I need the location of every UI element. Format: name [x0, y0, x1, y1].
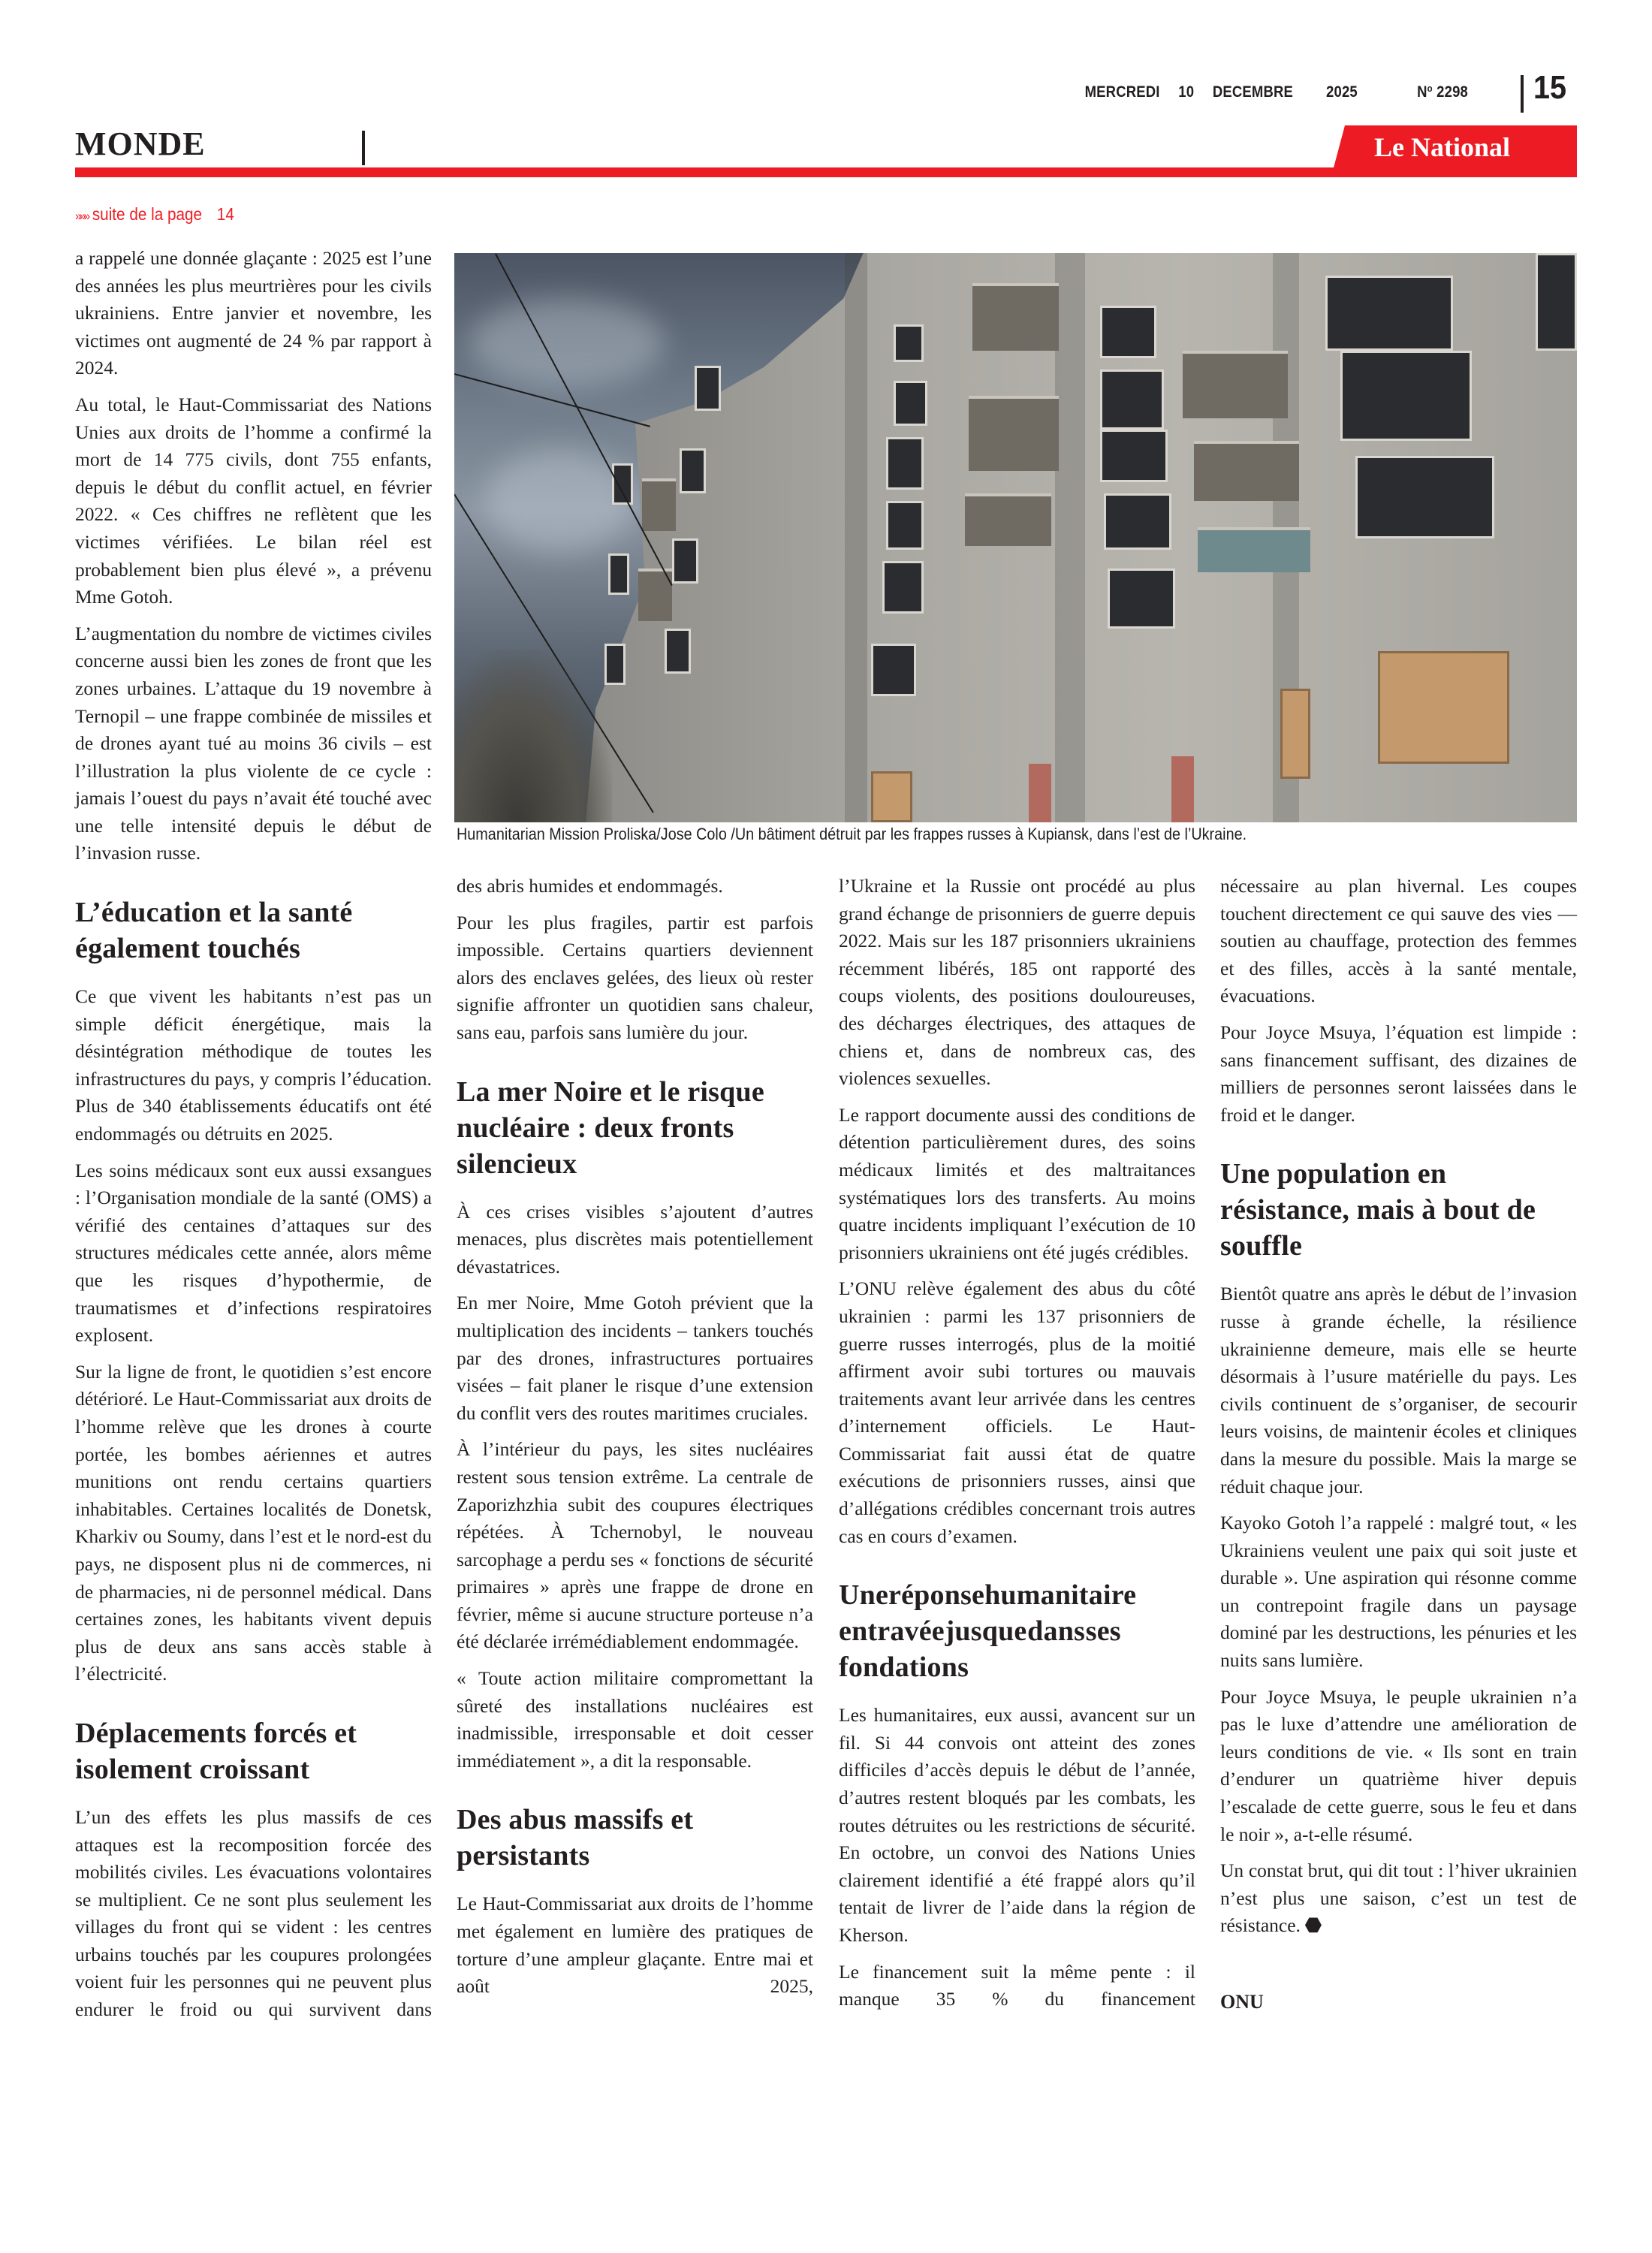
subheading: Déplacements forcés et isolement croissant [75, 1717, 357, 1785]
paragraph: Pour les plus fragiles, partir est parfois impossible. Certains quartiers deviennent alors des enclaves gelées, des lieux où rester signifie affronter un quotidien sans chaleur, sans eau, parfois sans lumière du jour. [457, 911, 813, 1043]
page-number-divider [1521, 75, 1524, 113]
paragraph: des abris humides et endommagés. [457, 875, 723, 897]
paragraph: « Toute action militaire compromettant la sûreté des installations nucléaires est inadmissible, irresponsable et doit cesser immédiatement », a dit la responsable. [457, 1667, 813, 1772]
paragraph: L’ONU relève également des abus du côté ukrainien : parmi les 137 prisonniers de guerre russes interrogés, plus de la moitié affirment avoir subi tortures ou mauvais traitements avant leur arrivée dans les centres d’internement officiels. Le Haut-Commissariat fait aussi état de quatre exécutions de prisonniers russes, ainsi que d’allégations crédibles concernant trois autres cas en cours d’examen. [839, 1277, 1195, 1547]
damaged-balcony [642, 478, 676, 531]
paragraph: À ces crises visibles s’ajoutent d’autres menaces, plus discrètes mais potentiellement dévastatrices. [457, 1200, 813, 1277]
date-day: 10 [1178, 83, 1195, 101]
paragraph: Ce que vivent les habitants n’est pas un simple déficit énergétique, mais la désintégration méthodique de toutes les infrastructures du pays, y compris l’éducation. Plus de 340 établissements éducatifs ont été endommagés ou détruits en 2025. [75, 985, 432, 1145]
paragraph: Sur la ligne de front, le quotidien s’est encore détérioré. Le Haut-Commissariat aux droits de l’homme relève que les drones à courte portée, les bombes aériennes et autres munitions ont rendu certains quartiers inhabitables. Certaines localités de Donetsk, Kharkiv ou Soumy, dans l’est et le nord-est du pays, ne disposent plus ni de commerces, ni de pharmacies, ni de personnel médical. Dans certaines zones, les habitants vivent depuis plus de deux ans sans accès stable à l’électricité. [75, 1360, 432, 1685]
window [882, 561, 924, 614]
brand-name: Le National [1374, 132, 1511, 162]
subheading: Des abus massifs et persistants [457, 1804, 694, 1872]
window [894, 324, 924, 362]
subheading: L’éducation et la santé également touchés [75, 897, 353, 965]
boarded-window [1280, 689, 1310, 779]
article-column-3 [839, 873, 1195, 2022]
photo-caption: Humanitarian Mission Proliska/Jose Colo /Un bâtiment détruit par les frappes russes à Kupiansk, dans l’est de l’Ukraine. [457, 825, 1247, 843]
window [1340, 351, 1472, 441]
paragraph: Au total, le Haut-Commissariat des Nations Unies aux droits de l’homme a confirmé la mort de 14 775 civils, dont 755 enfants, depuis le début du conflit actuel, en février 2022. « Ces chiffres ne reflètent que les victimes vérifiées. Le bilan réel est probablement bien plus élevé », a prévenu Mme Gotoh. [75, 393, 432, 608]
section-divider [362, 131, 365, 165]
window [665, 629, 691, 674]
paragraph: nécessaire au plan hivernal. Les coupes touchent directement ce qui sauve des vies — soutien au chauffage, protection des femmes et des filles, accès à la santé mentale, évacuations. [1220, 875, 1577, 1007]
window [1325, 276, 1453, 351]
entrance-door [1029, 764, 1051, 822]
damaged-balcony [972, 283, 1059, 351]
date-year: 2025 [1326, 83, 1358, 101]
window [1100, 369, 1164, 430]
window [886, 501, 924, 550]
article-column-2 [457, 873, 813, 2010]
byline: ONU [1220, 1991, 1264, 2013]
subheading: Uneréponsehumanitaire entravée jusque dans ses fondations [839, 1579, 1137, 1684]
paragraph: Bientôt quatre ans après le début de l’invasion russe à grande échelle, la résilience ukrainienne demeure, mais elle se heurte désormais à l’usure matérielle du pays. Les civils continuent de s’organiser, de secourir leurs voisins, de maintenir écoles et cliniques dans la mesure du possible. Mais la marge se réduit chaque jour. [1220, 1283, 1577, 1497]
damaged-balcony [969, 396, 1059, 471]
window [1100, 430, 1168, 482]
date-weekday: MERCREDI [1084, 83, 1160, 101]
building-shadow [845, 253, 867, 822]
subheading: Une population en résistance, mais à bout de souffle [1220, 1158, 1536, 1262]
article-column-4 [1220, 873, 1577, 2013]
sky-cloud [469, 298, 665, 388]
paragraph: L’un des effets les plus massifs de ces attaques est la recomposition forcée des mobilités civiles. Les évacuations volontaires se multiplient. Ce ne sont plus seulement les villages du front qui se vident : les centres urbains touchés par les coupures prolongées voient fuir les personnes qui ne peuvent plus endurer le froid ou qui survivent dans [75, 1805, 432, 2021]
section-title: MONDE [75, 125, 206, 162]
subheading: La mer Noire et le risque nucléaire : deux fronts silencieux [457, 1075, 764, 1180]
window [612, 463, 633, 505]
paragraph: À l’intérieur du pays, les sites nucléaires restent sous tension extrême. La centrale de Zaporizhzhia subit des coupures électriques répétées. À Tchernobyl, le nouveau sarcophage a perdu ses « fonctions de sécurité primaires » après une frappe de drone en février, même si aucune structure porteuse n’a été déclarée irrémédiablement endommagée. [457, 1438, 813, 1653]
window [695, 366, 721, 411]
window [1355, 456, 1494, 538]
paragraph: Les humanitaires, eux aussi, avancent sur un fil. Si 44 convois ont atteint des zones difficiles d’accès depuis le début de l’année, d’autres restent bloqués par les combats, les routes détruites ou les restrictions de sécurité. En octobre, un convoi des Nations Unies clairement identifié a été frappé alors qu’il tentait de livrer de l’aide dans la région de Kherson. [839, 1704, 1195, 1946]
window [1108, 569, 1175, 629]
paragraph: Pour Joyce Msuya, le peuple ukrainien n’a pas le luxe d’attendre une amélioration de leurs conditions de vie. « Ils sont en train d’endurer un quatrième hiver depuis l’escalade de cette guerre, sous le feu et dans le noir », a-t-elle résumé. [1220, 1685, 1577, 1845]
paragraph: Le financement suit la même pente : il manque 35 % du financement [839, 1960, 1195, 2010]
paragraph: Kayoko Gotoh l’a rappelé : malgré tout, « les Ukrainiens veulent une paix qui soit juste et durable ». Une aspiration qui résonne comme un contrepoint fragile dans un paysage dominé par les destructions, les pénuries et les nuits sans lumière. [1220, 1512, 1577, 1672]
paragraph: a rappelé une donnée glaçante : 2025 est l’une des années les plus meurtrières pour les civils ukrainiens. Entre janvier et novembre, les victimes ont augmenté de 24 % par rapport à 2024. [75, 247, 432, 379]
window [871, 644, 916, 696]
continued-page: 14 [216, 204, 234, 224]
issue-prefix: N [1417, 83, 1427, 101]
article-photo [454, 253, 1577, 822]
window [886, 437, 924, 490]
window [1100, 306, 1156, 358]
window [894, 381, 927, 426]
paragraph: Le Haut-Commissariat aux droits de l’homme met également en lumière des pratiques de torture d’une ampleur glaçante. Entre mai et août 2025, [457, 1893, 813, 1998]
window [680, 448, 706, 493]
paragraph: En mer Noire, Mme Gotoh prévient que la multiplication des incidents – tankers touchés par des drones, infrastructures portuaires visées – fait planer le risque d’une extension du conflit vers des routes maritimes cruciales. [457, 1292, 813, 1424]
continued-from-link[interactable] [75, 204, 234, 225]
dateline [1085, 83, 1468, 101]
paragraph: l’Ukraine et la Russie ont procédé au plus grand échange de prisonniers de guerre depuis 2022. Mais sur les 187 prisonniers ukrainiens récemment libérés, 185 ont rapporté des coups violents, des positions douloureuses, des décharges électriques, des attaques de chiens et, dans de nombreux cas, des violences sexuelles. [839, 875, 1195, 1090]
article-column-1 [75, 245, 432, 2033]
damaged-balcony [1198, 527, 1310, 572]
issue-number [1417, 83, 1468, 101]
paragraph-text: Un constat brut, qui dit tout : l’hiver ukrainien n’est plus une saison, c’est un test de résistance. [1220, 1859, 1577, 1937]
date-month: DECEMBRE [1212, 83, 1294, 101]
paragraph: Les soins médicaux sont eux aussi exsangues : l’Organisation mondiale de la santé (OMS) a vérifié des centaines d’attaques sur des structures médicales cette année, alors même que les risques d’hypothermie, de traumatismes et d’infections respiratoires explosent. [75, 1159, 432, 1347]
issue-sup: o [1427, 83, 1433, 94]
paragraph: Le rapport documente aussi des conditions de détention particulièrement dures, des soins médicaux limités et des maltraitances systématiques lors des transferts. Au moins quatre incidents impliquant l’exécution de 10 prisonniers ukrainiens ont été jugés crédibles. [839, 1103, 1195, 1263]
boarded-window [871, 771, 912, 822]
boarded-window [1378, 651, 1509, 764]
bare-tree [454, 650, 612, 822]
continued-arrows-icon: »»» [75, 209, 89, 223]
damaged-balcony [1194, 441, 1299, 501]
issue-value: 2298 [1436, 83, 1468, 101]
damaged-balcony [1183, 351, 1288, 418]
page-number: 15 [1533, 69, 1567, 106]
window [1104, 493, 1171, 550]
final-paragraph [1220, 1857, 1577, 1940]
paragraph: L’augmentation du nombre de victimes civiles concerne aussi bien les zones de front que les zones urbaines. L’attaque du 19 novembre à Ternopil – une frappe combinée de missiles et de drones ayant tué au moins 36 civils – est l’illustration la plus violente de ce cycle : jamais l’ouest du pays n’avait été touché avec une telle intensité depuis le début de l’invasion russe. [75, 622, 432, 864]
building-shadow [1055, 253, 1085, 822]
window [608, 553, 629, 595]
paragraph: Pour Joyce Msuya, l’équation est limpide : sans financement suffisant, des dizaines de milliers de personnes seront laissées dans le froid et le danger. [1220, 1021, 1577, 1126]
hexagon-end-mark-icon [1305, 1917, 1322, 1933]
window [672, 538, 698, 584]
window [1536, 253, 1577, 351]
damaged-balcony [965, 493, 1051, 546]
continued-text: suite de la page [92, 204, 203, 224]
entrance-door [1171, 756, 1194, 822]
